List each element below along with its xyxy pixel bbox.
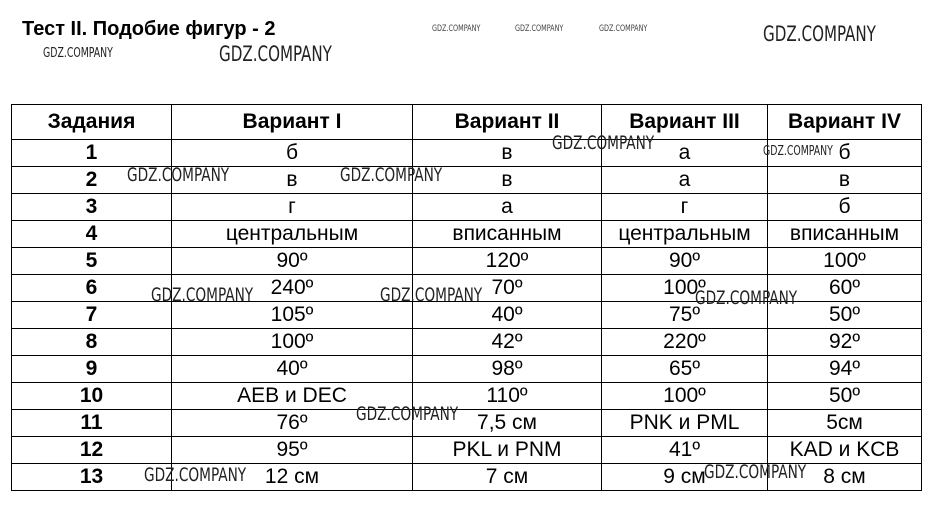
- header-tasks: Задания: [12, 105, 172, 140]
- variant-3-answer: г: [602, 194, 768, 221]
- variant-4-answer: 5см: [768, 410, 922, 437]
- header-variant-3: Вариант III: [602, 105, 768, 140]
- variant-1-answer: центральным: [172, 221, 413, 248]
- table-row: [12, 356, 922, 383]
- variant-2-answer: 42º: [413, 329, 602, 356]
- watermark: GDZ.COMPANY: [380, 284, 483, 306]
- task-number: 2: [12, 167, 172, 194]
- table-row: [12, 329, 922, 356]
- variant-2-answer: 70º: [413, 275, 602, 302]
- variant-1-answer: б: [172, 140, 413, 167]
- watermark: GDZ.COMPANY: [763, 22, 876, 46]
- variant-1-answer: 100º: [172, 329, 413, 356]
- watermark: GDZ.COMPANY: [599, 24, 648, 34]
- task-number: 6: [12, 275, 172, 302]
- variant-2-answer: 7,5 см: [413, 410, 602, 437]
- watermark: GDZ.COMPANY: [515, 24, 564, 34]
- watermark: GDZ.COMPANY: [763, 144, 833, 159]
- variant-1-answer: г: [172, 194, 413, 221]
- variant-2-answer: в: [413, 140, 602, 167]
- watermark: GDZ.COMPANY: [340, 164, 443, 186]
- task-number: 4: [12, 221, 172, 248]
- variant-2-answer: 110º: [413, 383, 602, 410]
- variant-1-answer: в: [172, 167, 413, 194]
- variant-4-answer: 92º: [768, 329, 922, 356]
- table-row: [12, 437, 922, 464]
- variant-1-answer: 240º: [172, 275, 413, 302]
- variant-3-answer: а: [602, 140, 768, 167]
- table-row: [12, 248, 922, 275]
- variant-3-answer: 220º: [602, 329, 768, 356]
- task-number: 11: [12, 410, 172, 437]
- variant-3-answer: 100º: [602, 383, 768, 410]
- watermark: GDZ.COMPANY: [704, 461, 807, 483]
- watermark: GDZ.COMPANY: [432, 24, 481, 34]
- variant-3-answer: а: [602, 167, 768, 194]
- variant-3-answer: 75º: [602, 302, 768, 329]
- task-number: 8: [12, 329, 172, 356]
- task-number: 10: [12, 383, 172, 410]
- watermark: GDZ.COMPANY: [127, 164, 230, 186]
- variant-4-answer: вписанным: [768, 221, 922, 248]
- header-variant-4: Вариант IV: [768, 105, 922, 140]
- page-title: Тест II. Подобие фигур - 2: [22, 18, 276, 40]
- watermark: GDZ.COMPANY: [151, 284, 254, 306]
- variant-2-answer: 98º: [413, 356, 602, 383]
- watermark: GDZ.COMPANY: [144, 464, 247, 486]
- watermark: GDZ.COMPANY: [356, 403, 459, 425]
- task-number: 5: [12, 248, 172, 275]
- variant-3-answer: центральным: [602, 221, 768, 248]
- watermark: GDZ.COMPANY: [695, 287, 798, 309]
- variant-4-answer: в: [768, 167, 922, 194]
- variant-3-answer: 41º: [602, 437, 768, 464]
- variant-1-answer: 90º: [172, 248, 413, 275]
- variant-4-answer: 100º: [768, 248, 922, 275]
- task-number: 12: [12, 437, 172, 464]
- task-number: 9: [12, 356, 172, 383]
- variant-3-answer: 65º: [602, 356, 768, 383]
- variant-1-answer: AEB и DEC: [172, 383, 413, 410]
- variant-4-answer: 60º: [768, 275, 922, 302]
- variant-1-answer: 105º: [172, 302, 413, 329]
- variant-4-answer: 94º: [768, 356, 922, 383]
- task-number: 3: [12, 194, 172, 221]
- variant-4-answer: KAD и KCB: [768, 437, 922, 464]
- variant-3-answer: PNK и PML: [602, 410, 768, 437]
- variant-4-answer: б: [768, 140, 922, 167]
- variant-2-answer: в: [413, 167, 602, 194]
- variant-2-answer: а: [413, 194, 602, 221]
- task-number: 13: [12, 464, 172, 491]
- variant-3-answer: 9 см: [602, 464, 768, 491]
- watermark: GDZ.COMPANY: [552, 132, 655, 154]
- variant-1-answer: 12 см: [172, 464, 413, 491]
- table-row: [12, 194, 922, 221]
- variant-2-answer: PKL и PNM: [413, 437, 602, 464]
- watermark: GDZ.COMPANY: [43, 46, 113, 61]
- task-number: 1: [12, 140, 172, 167]
- watermark: GDZ.COMPANY: [219, 42, 332, 66]
- variant-2-answer: 40º: [413, 302, 602, 329]
- variant-2-answer: вписанным: [413, 221, 602, 248]
- header-variant-2: Вариант II: [413, 105, 602, 140]
- variant-2-answer: 7 см: [413, 464, 602, 491]
- variant-3-answer: 100º: [602, 275, 768, 302]
- header-variant-1: Вариант I: [172, 105, 413, 140]
- variant-1-answer: 76º: [172, 410, 413, 437]
- variant-1-answer: 95º: [172, 437, 413, 464]
- table-header-row: [12, 105, 922, 140]
- table-row: [12, 221, 922, 248]
- table-row: [12, 383, 922, 410]
- variant-4-answer: 50º: [768, 383, 922, 410]
- task-number: 7: [12, 302, 172, 329]
- variant-2-answer: 120º: [413, 248, 602, 275]
- variant-4-answer: 50º: [768, 302, 922, 329]
- variant-4-answer: 8 см: [768, 464, 922, 491]
- variant-1-answer: 40º: [172, 356, 413, 383]
- variant-4-answer: б: [768, 194, 922, 221]
- variant-3-answer: 90º: [602, 248, 768, 275]
- table-row: [12, 410, 922, 437]
